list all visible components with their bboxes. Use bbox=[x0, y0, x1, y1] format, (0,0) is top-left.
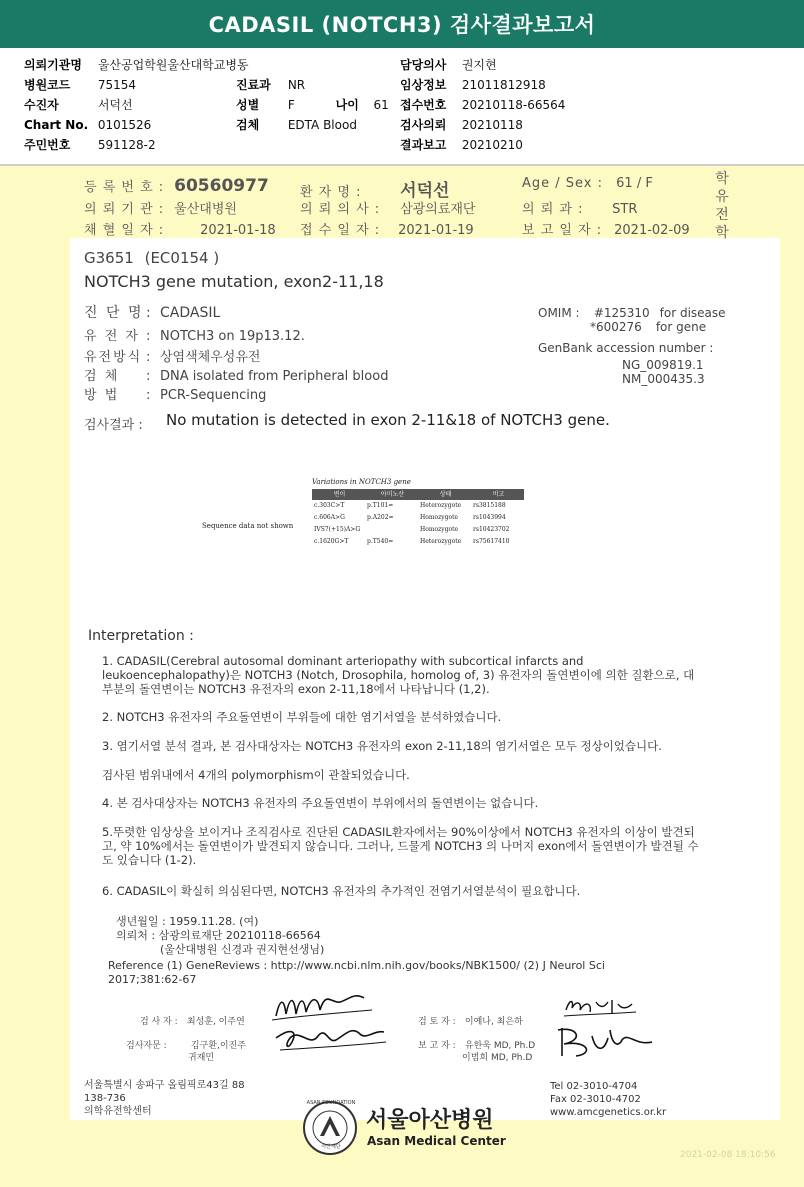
omim-gene: *600276 for gene bbox=[590, 320, 707, 334]
req-inst: 의 뢰 기 관 : 울산대병원 bbox=[84, 202, 237, 217]
method-row: 방 법 : PCR-Sequencing bbox=[84, 388, 267, 403]
table-row: c.606A>G p.A202= Homozygote rs1043994 bbox=[314, 514, 506, 521]
reporter-signature bbox=[548, 1024, 658, 1060]
collect-date: 채 혈 일 자 : 2021-01-18 bbox=[84, 223, 276, 238]
patient-name: 환 자 명 : 서덕선 bbox=[300, 181, 450, 201]
reference: Reference (1) GeneReviews : http://www.ncbi.nlm.nih.gov/books/NBK1500/ (2) J Neurol Sci 2017;381:62-67 bbox=[108, 959, 605, 986]
specimen-info-row: 검 체 : DNA isolated from Peripheral blood bbox=[84, 369, 389, 384]
reporter-row-2: 이범희 MD, Ph.D bbox=[462, 1053, 533, 1063]
interpretation-title: Interpretation : bbox=[88, 628, 194, 644]
tester-signature bbox=[268, 988, 378, 1024]
hospital-code-row: 병원코드 75154 bbox=[24, 78, 137, 92]
chart-row: Chart No. 0101526 bbox=[24, 118, 152, 132]
diagnosis-row: 진 단 명 : CADASIL bbox=[84, 305, 221, 321]
inheritance-row: 유전방식 : 상염색체우성유전 bbox=[84, 350, 261, 365]
doctor-row: 담당의사 권지현 bbox=[400, 58, 497, 72]
side-stamp: 학 유 전 학 bbox=[715, 171, 729, 241]
interpretation-item-4: 4. 본 검사대상자는 NOTCH3 유전자의 주요돌연변이 부위에서의 돌연변이는 없습니다. bbox=[102, 796, 539, 810]
frame-right bbox=[780, 238, 804, 1120]
address-line-2: 138-736 bbox=[84, 1093, 126, 1104]
final-report-date: 보 고 일 자 : 2021-02-09 bbox=[522, 223, 690, 238]
report-header-band bbox=[0, 166, 804, 238]
reporter-row: 보 고 자 : 유한욱 MD, Ph.D bbox=[418, 1041, 536, 1051]
interpretation-item-2: 2. NOTCH3 유전자의 주요돌연변이 부위들에 대한 염기서열을 분석하였습니다. bbox=[102, 710, 502, 724]
result-text: No mutation is detected in exon 2-11&18 of NOTCH3 gene. bbox=[166, 411, 610, 429]
result-label: 검사결과 : bbox=[84, 418, 143, 433]
department-row: 진료과 NR bbox=[236, 78, 306, 92]
receipt-no-row: 접수번호 20210118-66564 bbox=[400, 98, 566, 112]
advisor-signature bbox=[270, 1020, 390, 1056]
omim-disease: OMIM : #125310 for disease bbox=[538, 306, 726, 320]
table-row: IVS7(+15)A>G Homozygote rs10423702 bbox=[314, 526, 510, 533]
gene-row: 유 전 자 : NOTCH3 on 19p13.12. bbox=[84, 329, 305, 344]
req-dept: 의 뢰 과 : STR bbox=[522, 202, 638, 217]
rrn-row: 주민번호 591128-2 bbox=[24, 138, 156, 152]
advisor-row-2: 귀재민 bbox=[188, 1053, 215, 1063]
header-info bbox=[0, 52, 804, 162]
fax: Fax 02-3010-4702 bbox=[550, 1094, 641, 1105]
patient-row: 수진자 서덕선 bbox=[24, 98, 133, 112]
table-row: c.303C>T p.T101= Heterozygote rs3815188 bbox=[314, 502, 506, 509]
sex-row: 성별 F 나이 61 bbox=[236, 98, 389, 112]
dob: 생년월일 : 1959.11.28. (여) bbox=[116, 915, 259, 928]
address-line-1: 서울특별시 송파구 올림픽로43길 88 bbox=[84, 1080, 245, 1091]
variant-table bbox=[312, 478, 524, 548]
advisor-row: 검사자문 : 김구환,이진주 bbox=[126, 1041, 246, 1051]
reviewer-row: 검 토 자 : 이예나, 최은하 bbox=[418, 1017, 523, 1027]
genbank-label: GenBank accession number : bbox=[538, 341, 714, 355]
report-date-row: 결과보고 20210210 bbox=[400, 138, 523, 152]
hospital-logo-kr: 서울아산병원 bbox=[366, 1108, 494, 1133]
test-name: NOTCH3 gene mutation, exon2-11,18 bbox=[84, 272, 384, 291]
variant-table-header: 변이 아미노산 상태 비고 bbox=[312, 489, 524, 500]
table-row: c.1620G>T p.T540= Heterozygote rs75617410 bbox=[314, 538, 510, 545]
genbank-2: NM_000435.3 bbox=[622, 372, 705, 386]
tel: Tel 02-3010-4704 bbox=[550, 1081, 638, 1092]
interpretation-item-3b: 검사된 범위내에서 4개의 polymorphism이 관찰되었습니다. bbox=[102, 768, 410, 782]
interpretation-item-3: 3. 염기서열 분석 결과, 본 검사대상자는 NOTCH3 유전자의 exon 2-11,18의 염기서열은 모두 정상이었습니다. bbox=[102, 739, 662, 753]
clinical-info-row: 임상정보 21011812918 bbox=[400, 78, 546, 92]
sequence-note: Sequence data not shown bbox=[202, 522, 294, 530]
interpretation-item-1: 1. CADASIL(Cerebral autosomal dominant arteriopathy with subcortical infarcts and leukoencephalopathy)은 NOTCH3 (Notch, Drosophila, homolog of, 3) 유전자의 돌연변이에 의한 질환으로, 대부분의 돌연변이는 NOTCH3 유전자의 exon 2-11,18에서 나타납니다 (1,2). bbox=[102, 654, 695, 696]
variant-table-title: Variations in NOTCH3 gene bbox=[312, 478, 411, 486]
requester: 의뢰처 : 삼광의료재단 20210118-66564 bbox=[116, 929, 321, 942]
req-doctor: 의 뢰 의 사 : 삼광의료재단 bbox=[300, 202, 476, 217]
receipt-date: 접 수 일 자 : 2021-01-19 bbox=[300, 223, 474, 238]
hospital-logo-en: Asan Medical Center bbox=[367, 1134, 506, 1148]
tester-row: 검 사 자 : 최성훈, 이주연 bbox=[140, 1017, 245, 1027]
requester-sub: (울산대병원 신경과 권지현선생님) bbox=[160, 943, 325, 956]
reviewer-signature bbox=[560, 994, 640, 1018]
frame-left bbox=[0, 238, 70, 1120]
address-line-3: 의학유전학센터 bbox=[84, 1106, 152, 1117]
website: www.amcgenetics.or.kr bbox=[550, 1107, 667, 1118]
specimen-row: 검체 EDTA Blood bbox=[236, 118, 357, 132]
report-title: CADASIL (NOTCH3) 검사결과보고서 bbox=[0, 0, 804, 48]
institution-row: 의뢰기관명 울산공업학원울산대학교병동 bbox=[24, 58, 249, 72]
seal-text: ASAN FOUNDATION bbox=[306, 1100, 356, 1106]
test-code-line: G3651 (EC0154 ) bbox=[84, 249, 220, 267]
interpretation-item-6: 6. CADASIL이 확실히 의심된다면, NOTCH3 유전자의 추가적인 전염기서열분석이 필요합니다. bbox=[102, 884, 581, 898]
age-sex: Age / Sex : 61 / F bbox=[522, 176, 653, 191]
seal-sub: 아산재단 bbox=[321, 1144, 341, 1150]
request-date-row: 검사의뢰 20210118 bbox=[400, 118, 523, 132]
interpretation-item-5: 5.뚜렷한 임상상을 보이거나 조직검사로 진단된 CADASIL환자에서는 90%이상에서 NOTCH3 유전자의 이상이 발견되고, 약 10%에서는 돌연변이가 발견되지 않습니다. 그러나, 드물게 NOTCH3 의 나머지 exon에서 돌연변이가 발견될 수도 있습니다 (1-2). bbox=[102, 825, 699, 867]
reg-no: 등 록 번 호 : 60560977 bbox=[84, 176, 269, 196]
print-timestamp: 2021-02-08 18:10:56 bbox=[680, 1150, 776, 1160]
genbank-1: NG_009819.1 bbox=[622, 358, 704, 372]
